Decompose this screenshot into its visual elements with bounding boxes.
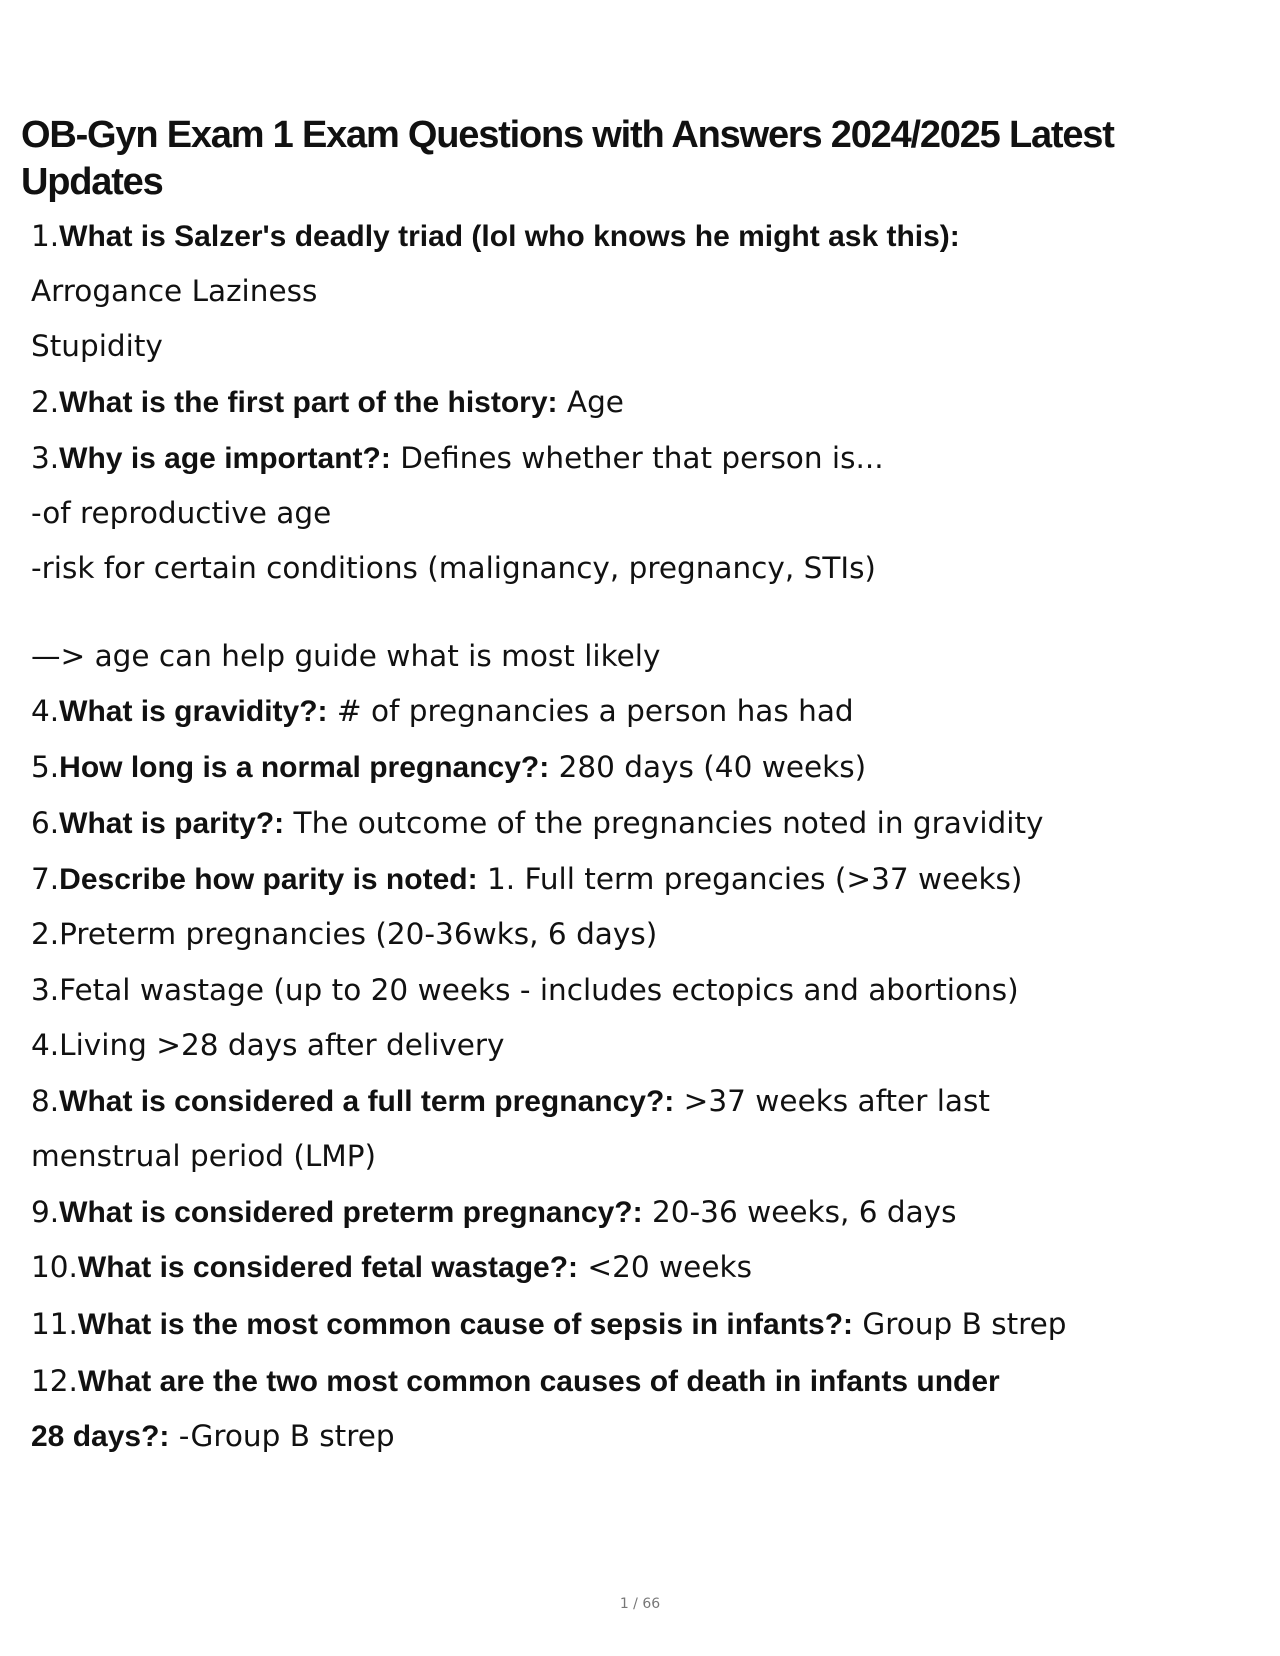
answer-text: -Group B strep bbox=[169, 1419, 395, 1453]
qa-line bbox=[31, 1247, 752, 1288]
answer-text: Stupidity bbox=[31, 329, 163, 363]
qa-line bbox=[31, 1136, 376, 1177]
question-text: What is considered preterm pregnancy?: bbox=[59, 1196, 643, 1229]
item-number: 3. bbox=[31, 441, 60, 475]
qa-line bbox=[31, 747, 866, 788]
answer-text: # of pregnancies a person has had bbox=[327, 694, 854, 728]
qa-line bbox=[31, 914, 657, 955]
qa-line bbox=[31, 382, 624, 423]
qa-line bbox=[31, 493, 331, 534]
item-number: 9. bbox=[31, 1195, 60, 1229]
item-number: 7. bbox=[31, 862, 60, 896]
qa-line bbox=[31, 859, 1022, 900]
item-number: 4. bbox=[31, 694, 60, 728]
answer-text: Group B strep bbox=[853, 1307, 1067, 1341]
question-text: What are the two most common causes of death in infants under bbox=[77, 1365, 1000, 1398]
answer-text: Defines whether that person is... bbox=[390, 441, 884, 475]
item-number: 12. bbox=[31, 1364, 78, 1398]
answer-text: Living >28 days after delivery bbox=[59, 1028, 505, 1062]
answer-text: 280 days (40 weeks) bbox=[549, 750, 867, 784]
question-text: What is gravidity?: bbox=[59, 695, 328, 728]
answer-text: Fetal wastage (up to 20 weeks - includes ectopics and abortions) bbox=[59, 973, 1019, 1007]
item-number: 3. bbox=[31, 973, 60, 1007]
answer-text: Preterm pregnancies (20-36wks, 6 days) bbox=[59, 917, 658, 951]
answer-text: —> age can help guide what is most likely bbox=[31, 639, 661, 673]
qa-line bbox=[31, 636, 660, 677]
question-text: What is considered fetal wastage?: bbox=[77, 1251, 579, 1284]
qa-line bbox=[31, 970, 1019, 1011]
qa-line bbox=[31, 1304, 1067, 1345]
question-text: What is Salzer's deadly triad (lol who knows he might ask this): bbox=[59, 220, 960, 253]
question-text: What is the first part of the history: bbox=[59, 386, 558, 419]
page-title: OB-Gyn Exam 1 Exam Questions with Answers 2024/2025 Latest Updates bbox=[21, 114, 1114, 203]
qa-line bbox=[31, 438, 884, 479]
question-text: Describe how parity is noted: bbox=[59, 863, 478, 896]
question-text: How long is a normal pregnancy?: bbox=[59, 751, 550, 784]
answer-text: -of reproductive age bbox=[31, 496, 332, 530]
item-number: 11. bbox=[31, 1307, 78, 1341]
qa-line bbox=[31, 1361, 1000, 1402]
qa-line bbox=[31, 216, 960, 257]
item-number: 5. bbox=[31, 750, 60, 784]
answer-text: 1. Full term pregancies (>37 weeks) bbox=[477, 862, 1023, 896]
answer-text: Age bbox=[557, 385, 624, 419]
qa-line bbox=[31, 803, 1043, 844]
answer-text: menstrual period (LMP) bbox=[31, 1139, 377, 1173]
qa-line bbox=[31, 691, 854, 732]
qa-line bbox=[31, 271, 317, 312]
item-number: 10. bbox=[31, 1250, 78, 1284]
question-text: 28 days?: bbox=[31, 1420, 170, 1453]
question-text: What is parity?: bbox=[59, 807, 285, 840]
question-text: What is considered a full term pregnancy?: bbox=[59, 1085, 675, 1118]
answer-text: -risk for certain conditions (malignancy, pregnancy, STIs) bbox=[31, 551, 876, 585]
item-number: 8. bbox=[31, 1084, 60, 1118]
item-number: 2. bbox=[31, 385, 60, 419]
question-text: Why is age important?: bbox=[59, 442, 391, 475]
item-number: 6. bbox=[31, 806, 60, 840]
page-indicator: 1 / 66 bbox=[619, 1596, 661, 1612]
qa-line bbox=[31, 326, 163, 367]
question-text: What is the most common cause of sepsis in infants?: bbox=[77, 1308, 854, 1341]
item-number: 4. bbox=[31, 1028, 60, 1062]
answer-text: The outcome of the pregnancies noted in gravidity bbox=[284, 806, 1044, 840]
answer-text: >37 weeks after last bbox=[674, 1084, 990, 1118]
item-number: 2. bbox=[31, 917, 60, 951]
qa-line bbox=[31, 1025, 505, 1066]
qa-line bbox=[31, 1416, 395, 1457]
qa-line bbox=[31, 1081, 990, 1122]
item-number: 1. bbox=[31, 219, 60, 253]
answer-text: Arrogance Laziness bbox=[31, 274, 318, 308]
answer-text: <20 weeks bbox=[578, 1250, 752, 1284]
qa-line bbox=[31, 548, 876, 589]
qa-line bbox=[31, 1192, 957, 1233]
answer-text: 20-36 weeks, 6 days bbox=[642, 1195, 957, 1229]
